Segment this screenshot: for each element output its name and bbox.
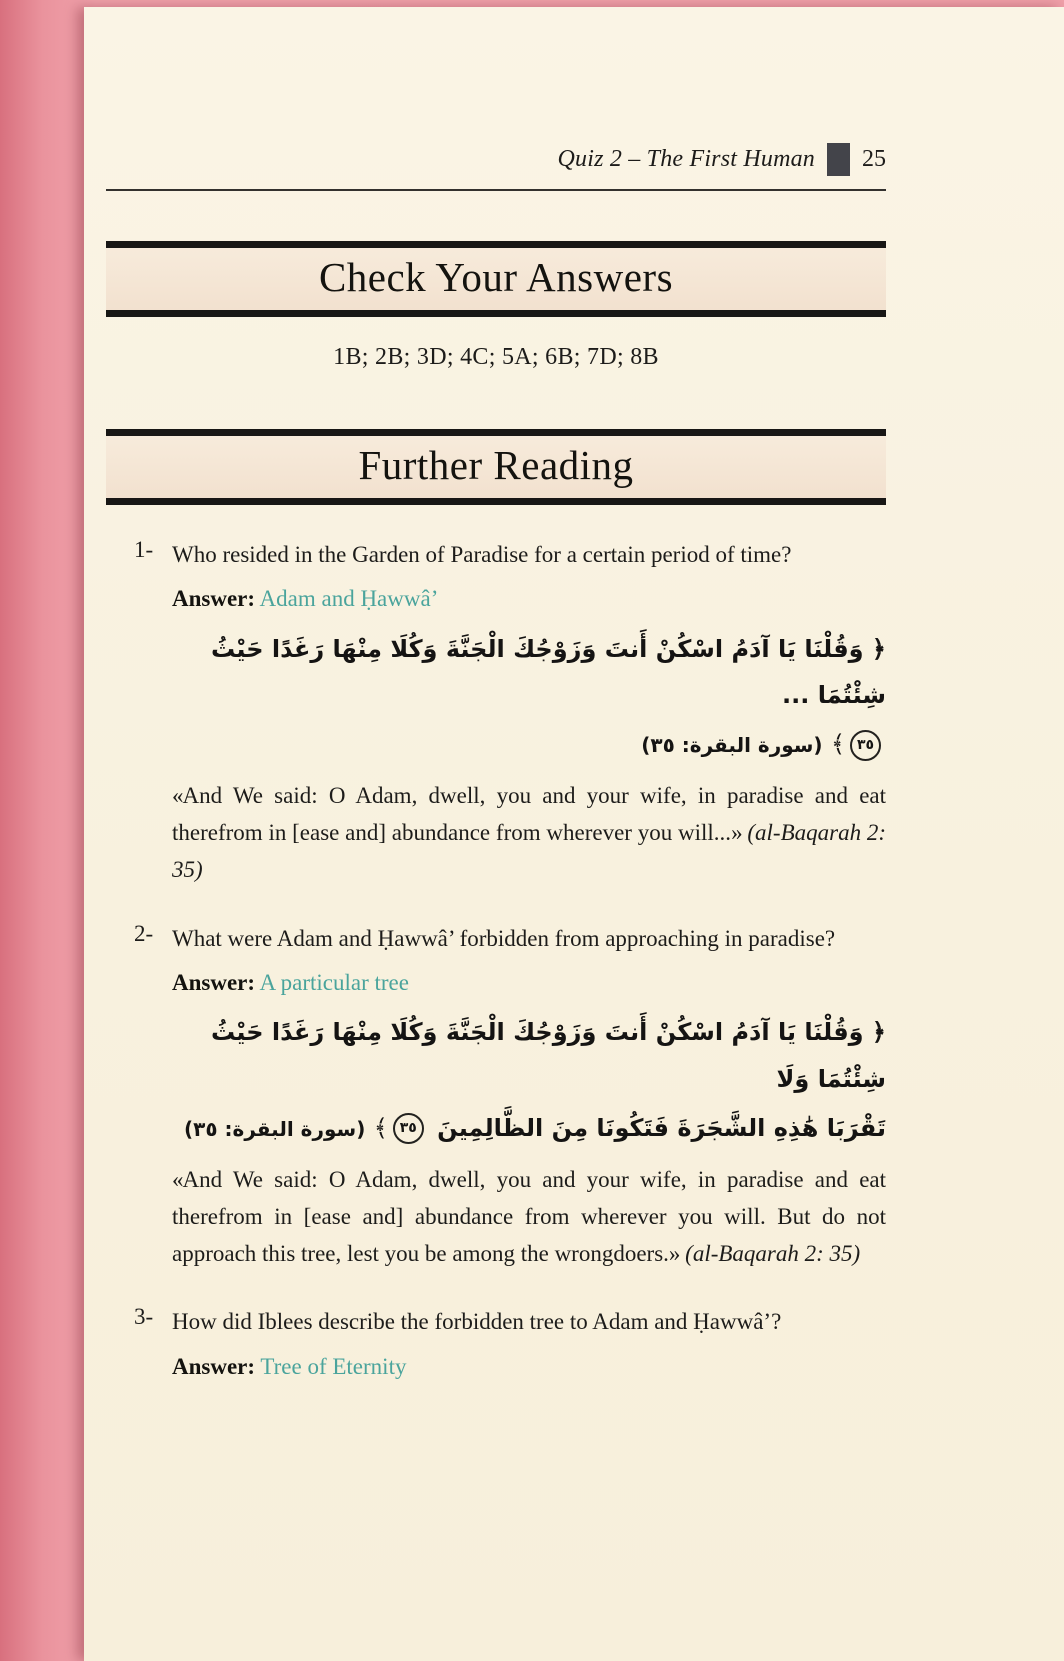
answer-text: A particular tree [259, 969, 409, 995]
section-band-further-reading [106, 429, 886, 505]
question-item-1 [106, 536, 886, 889]
question-text: Who resided in the Garden of Paradise for a certain period of time? [172, 542, 792, 567]
surah-reference: (سورة البقرة: ٣٥) [184, 1116, 366, 1141]
answer-line [172, 964, 886, 1001]
quran-verse-line2-text: تَقْرَبَا هَٰذِهِ الشَّجَرَةَ فَتَكُونَا مِنَ الظَّالِمِينَ [437, 1113, 886, 1142]
translation-text [172, 777, 886, 889]
quote-close-icon: » [731, 820, 742, 846]
translation-body: And We said: O Adam, dwell, you and your wife, in paradise and eat therefrom in [ease and] abundance from wherever you will... [172, 782, 886, 846]
ornate-bracket-icon: ﴾ [830, 730, 845, 759]
verse-citation: (al-Baqarah 2: 35) [172, 820, 887, 883]
question-number: 3- [134, 1304, 154, 1330]
question-number: 1- [134, 537, 154, 562]
section-title-further-reading: Further Reading [358, 442, 634, 488]
quran-verse-ref-line [172, 721, 886, 768]
answer-line [172, 580, 886, 617]
ink-mark [827, 143, 850, 176]
running-header [106, 143, 886, 191]
quran-verse-line1: ﴿ وَقُلْنَا يَا آدَمُ اسْكُنْ أَنتَ وَزَوْجُكَ الْجَنَّةَ وَكُلَا مِنْهَا رَغَدًا حَيْثُ شِئْتُمَا ... [211, 634, 886, 710]
section-title-check-answers: Check Your Answers [318, 254, 674, 300]
answers-key-line: 1B; 2B; 3D; 4C; 5A; 6B; 7D; 8B [333, 344, 659, 370]
verse-citation: (al-Baqarah 2: 35) [685, 1241, 861, 1267]
quote-open-icon: « [172, 782, 183, 808]
book-page [84, 7, 1064, 1661]
header-title: Quiz 2 – The First Human [557, 146, 815, 172]
answer-label: Answer: [172, 969, 256, 995]
question-body [172, 536, 886, 889]
translation-body: And We said: O Adam, dwell, you and your wife, in paradise and eat therefrom in [ease and] abundance from wherever you will. But do not approach this tree, lest you be among the wrongdoers. [172, 1166, 886, 1267]
answer-line [172, 1348, 886, 1385]
question-list [106, 536, 886, 1385]
question-item-2 [106, 920, 886, 1273]
surah-reference: (سورة البقرة: ٣٥) [641, 733, 823, 758]
question-body [172, 920, 886, 1273]
section-band-check-answers [106, 241, 886, 317]
question-body [172, 1303, 886, 1385]
answer-label: Answer: [172, 1353, 256, 1379]
ayah-number-badge: ٣٥ [850, 730, 881, 761]
translation-text [172, 1161, 886, 1273]
ayah-number-badge: ٣٥ [393, 1113, 424, 1144]
ornate-bracket-icon: ﴾ [373, 1113, 388, 1142]
page-content [84, 143, 1064, 1385]
quran-verse-line2 [172, 1105, 886, 1152]
answer-label: Answer: [172, 586, 256, 612]
answer-text: Tree of Eternity [260, 1353, 407, 1379]
question-text: What were Adam and Ḥawwâ’ forbidden from approaching in paradise? [172, 925, 836, 951]
page-number: 25 [862, 146, 886, 172]
question-number: 2- [134, 920, 154, 946]
quote-close-icon: » [668, 1241, 680, 1267]
quote-open-icon: « [172, 1166, 183, 1192]
quran-verse-line1: ﴿ وَقُلْنَا يَا آدَمُ اسْكُنْ أَنتَ وَزَوْجُكَ الْجَنَّةَ وَكُلَا مِنْهَا رَغَدًا حَيْثُ شِئْتُمَا وَلَا [211, 1018, 886, 1093]
question-item-3 [106, 1303, 886, 1385]
question-text: How did Iblees describe the forbidden tree to Adam and Ḥawwâ’? [172, 1309, 782, 1335]
answer-text: Adam and Ḥawwâ’ [259, 586, 439, 612]
